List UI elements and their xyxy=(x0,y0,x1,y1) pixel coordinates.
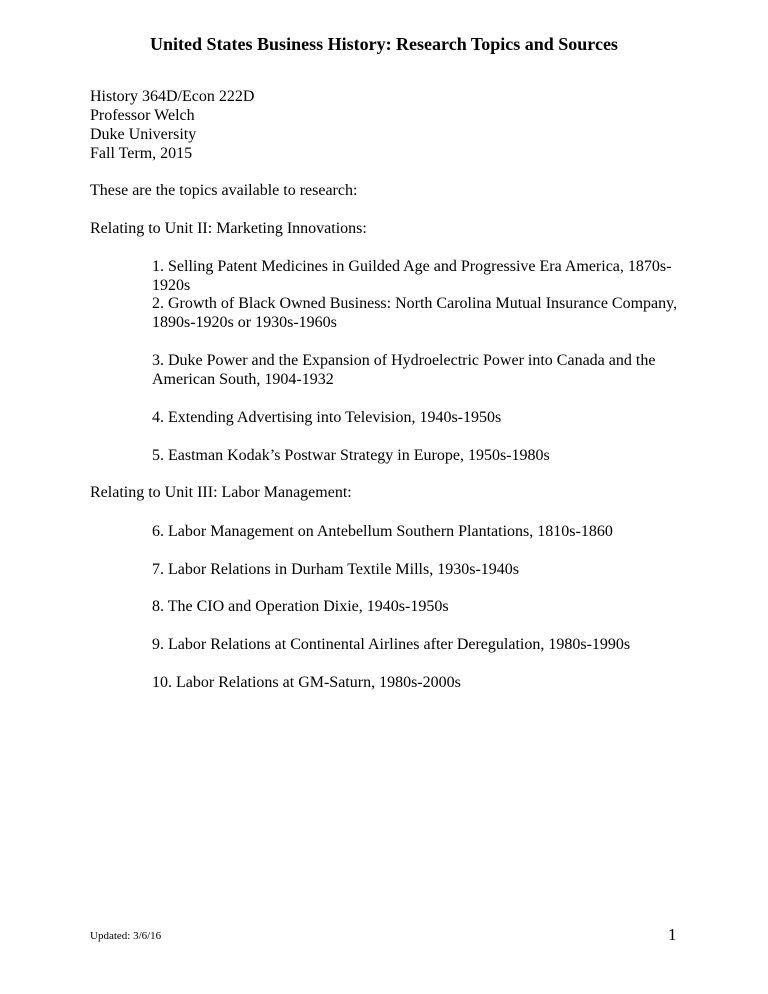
page-number: 1 xyxy=(668,925,677,944)
topic-item: 9. Labor Relations at Continental Airlines after Deregulation, 1980s-1990s xyxy=(152,636,631,653)
term: Fall Term, 2015 xyxy=(90,145,193,162)
topic-item: 6. Labor Management on Antebellum Southern Plantations, 1810s-1860 xyxy=(152,523,613,540)
course-info xyxy=(90,87,254,163)
topic-item: 7. Labor Relations in Durham Textile Mills, 1930s-1940s xyxy=(152,561,519,578)
section-heading-unit-3: Relating to Unit III: Labor Management: xyxy=(90,484,352,501)
updated-date: Updated: 3/6/16 xyxy=(90,930,162,942)
section-heading-unit-2: Relating to Unit II: Marketing Innovations: xyxy=(90,220,367,237)
topic-item: 10. Labor Relations at GM-Saturn, 1980s-2000s xyxy=(152,674,461,691)
intro-text: These are the topics available to research: xyxy=(90,182,358,199)
topic-item: 5. Eastman Kodak’s Postwar Strategy in Europe, 1950s-1980s xyxy=(152,447,550,464)
course-number: History 364D/Econ 222D xyxy=(90,88,255,105)
topic-item: 2. Growth of Black Owned Business: North Carolina Mutual Insurance Company, 1890s-1920s or 1930s-1960s xyxy=(152,295,678,331)
professor: Professor Welch xyxy=(90,107,195,124)
topic-item: 1. Selling Patent Medicines in Guilded Age and Progressive Era America, 1870s-1920s xyxy=(152,258,672,294)
document-title: United States Business History: Research Topics and Sources xyxy=(150,34,618,54)
topic-item: 4. Extending Advertising into Television, 1940s-1950s xyxy=(152,409,502,426)
topic-item: 3. Duke Power and the Expansion of Hydroelectric Power into Canada and the American South, 1904-1932 xyxy=(152,352,656,388)
university: Duke University xyxy=(90,126,197,143)
topic-item: 8. The CIO and Operation Dixie, 1940s-1950s xyxy=(152,598,449,615)
